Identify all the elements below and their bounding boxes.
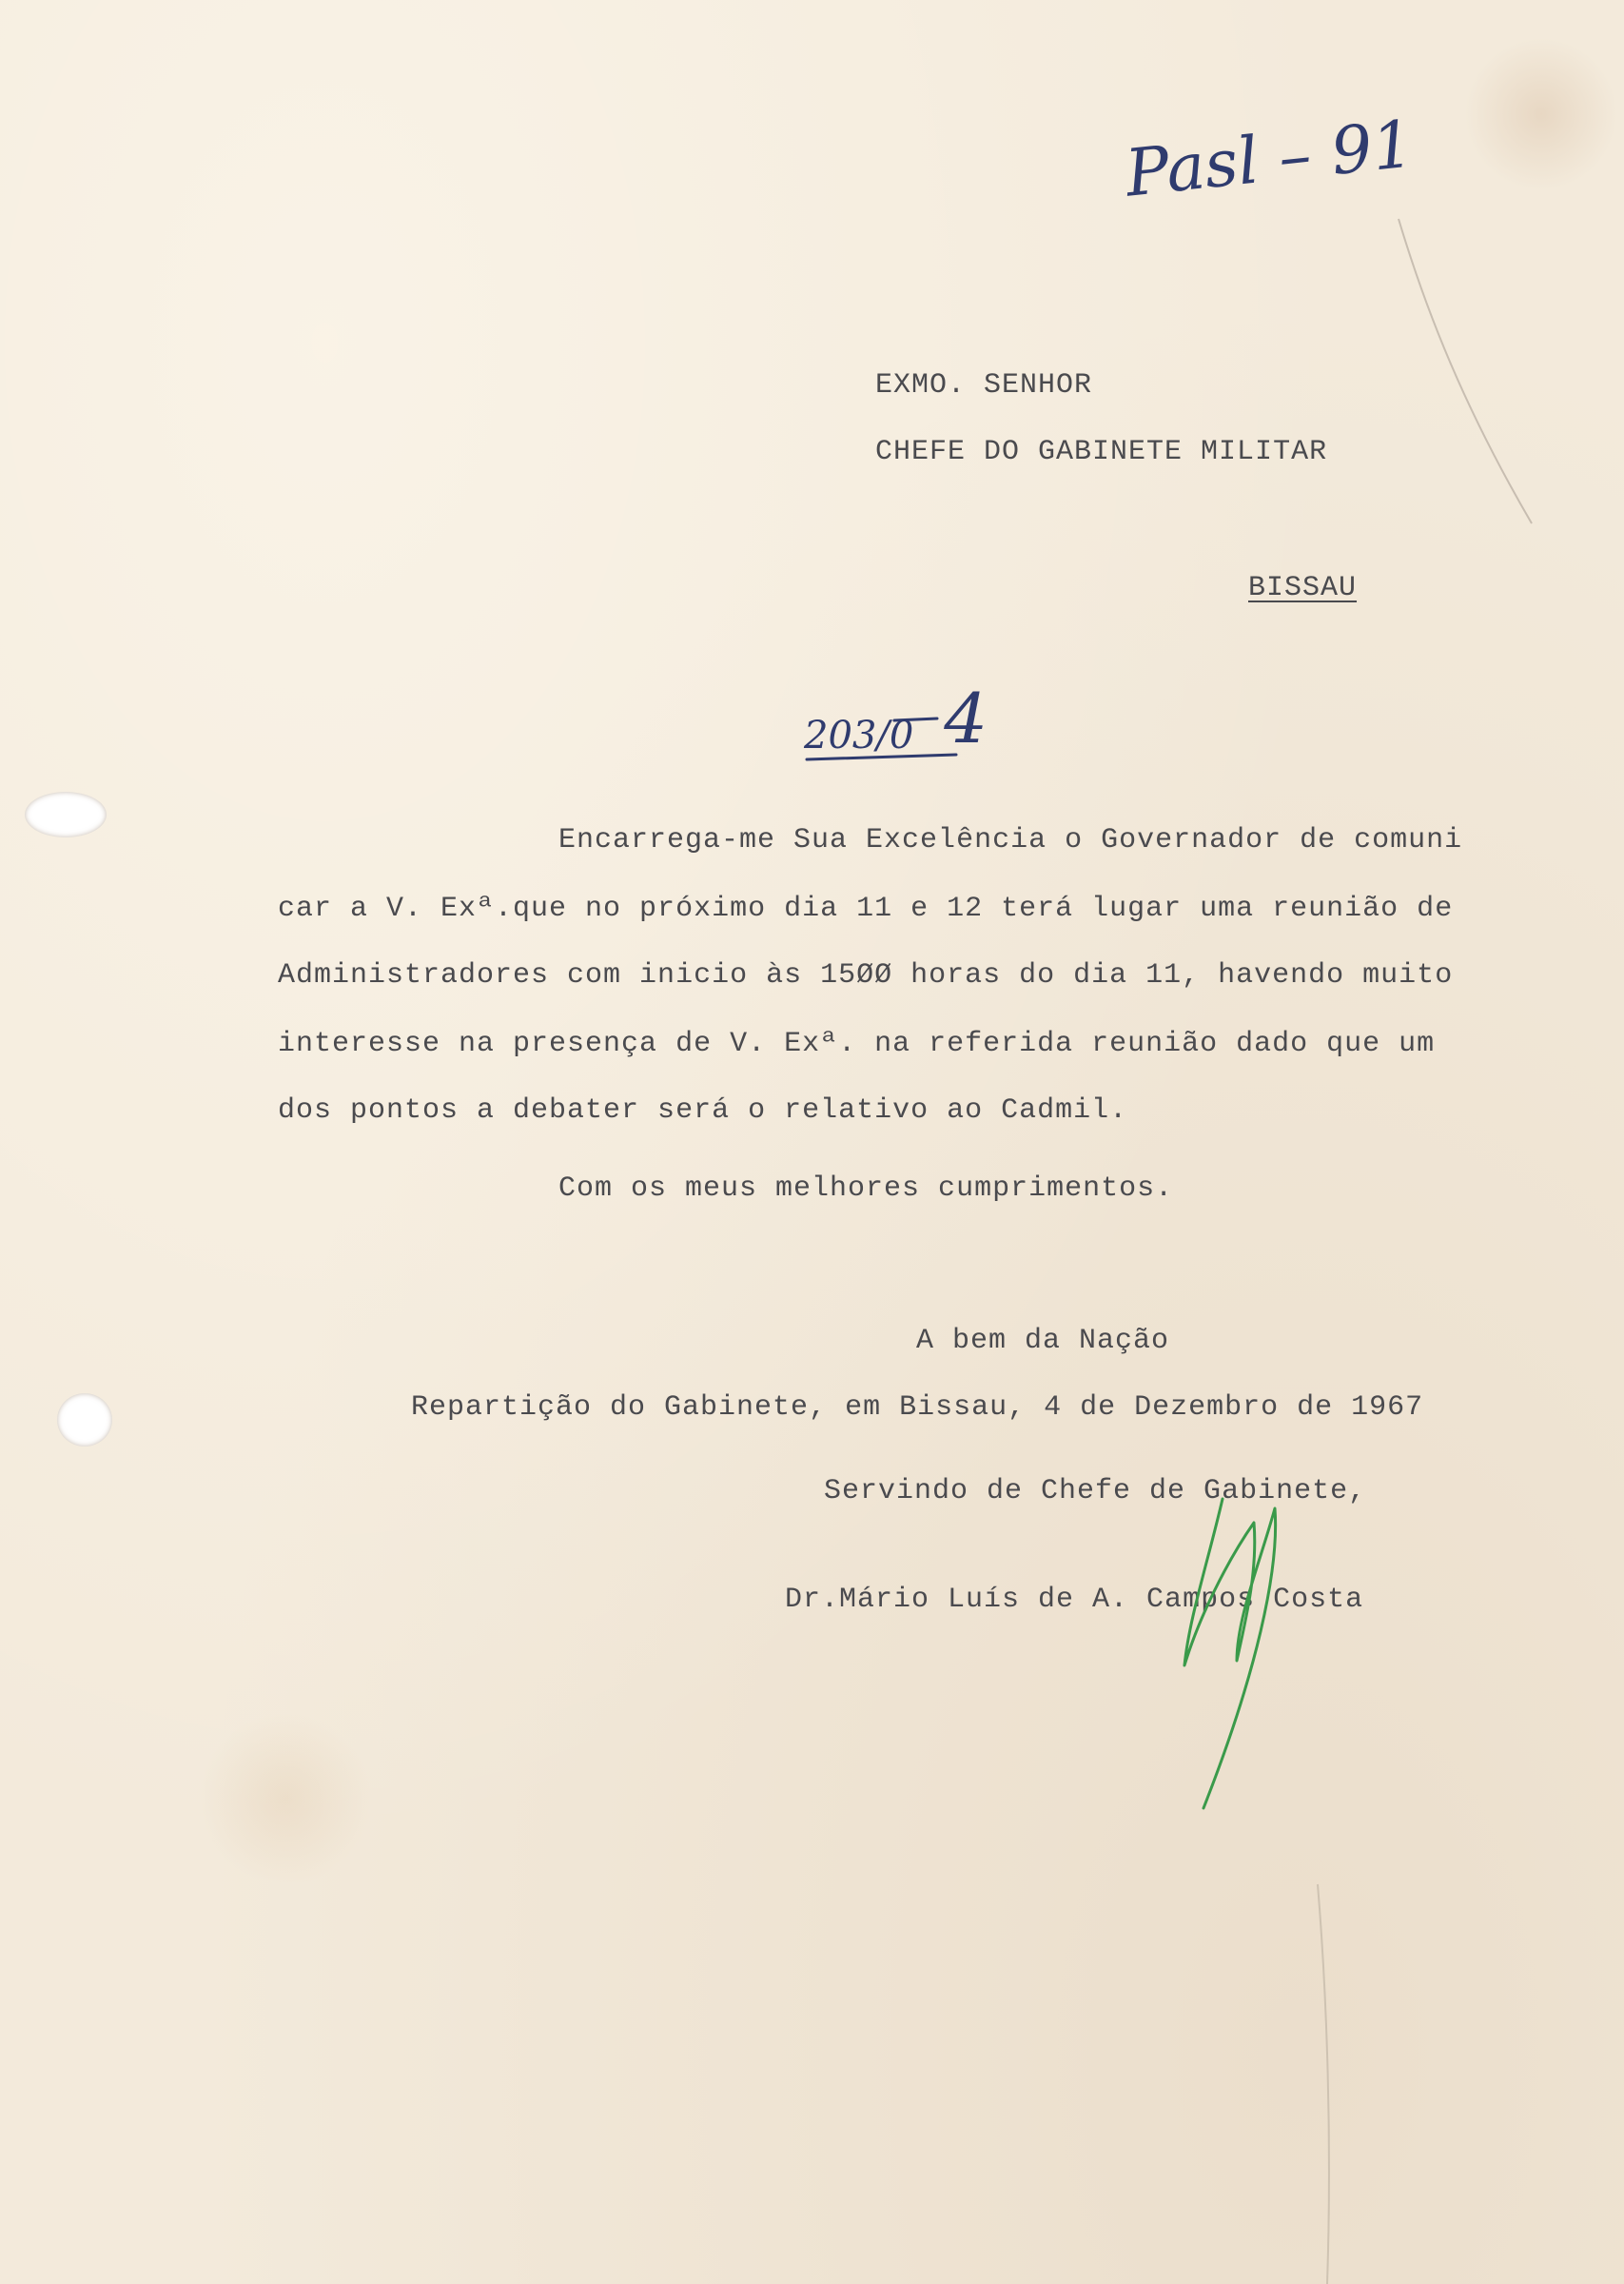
registry-number-digit: 4 xyxy=(944,679,988,758)
registry-number-prefix: 203/0 xyxy=(804,714,914,758)
motto: A bem da Nação xyxy=(916,1325,1170,1357)
body-line-1: Encarrega-me Sua Excelência o Governador de comuni xyxy=(558,824,1463,856)
paper-crease-lower xyxy=(1318,1884,1329,2284)
registry-strikethrough xyxy=(894,719,937,720)
body-line-4: interesse na presença de V. Exª. na referida reunião dado que um xyxy=(278,1028,1436,1060)
place-and-date: Repartição do Gabinete, em Bissau, 4 de Dezembro de 1967 xyxy=(411,1391,1424,1424)
closing-greeting: Com os meus melhores cumprimentos. xyxy=(558,1172,1174,1205)
address-recipient: CHEFE DO GABINETE MILITAR xyxy=(875,436,1328,468)
body-line-5: dos pontos a debater será o relativo ao Cadmil. xyxy=(278,1094,1128,1127)
body-line-3: Administradores com inicio às 15ØØ horas do dia 11, havendo muito xyxy=(278,959,1454,992)
paper-crease xyxy=(1399,219,1532,523)
handwritten-signature xyxy=(1184,1499,1276,1808)
address-city: BISSAU xyxy=(1248,572,1358,604)
address-salutation: EXMO. SENHOR xyxy=(875,369,1093,402)
signatory-role: Servindo de Chefe de Gabinete, xyxy=(824,1475,1367,1507)
signatory-name: Dr.Mário Luís de A. Campos Costa xyxy=(785,1584,1364,1616)
handwritten-reference: Pasl – 91 xyxy=(1122,107,1418,212)
registry-underline xyxy=(807,755,956,759)
body-line-2: car a V. Exª.que no próximo dia 11 e 12 terá lugar uma reunião de xyxy=(278,893,1454,925)
